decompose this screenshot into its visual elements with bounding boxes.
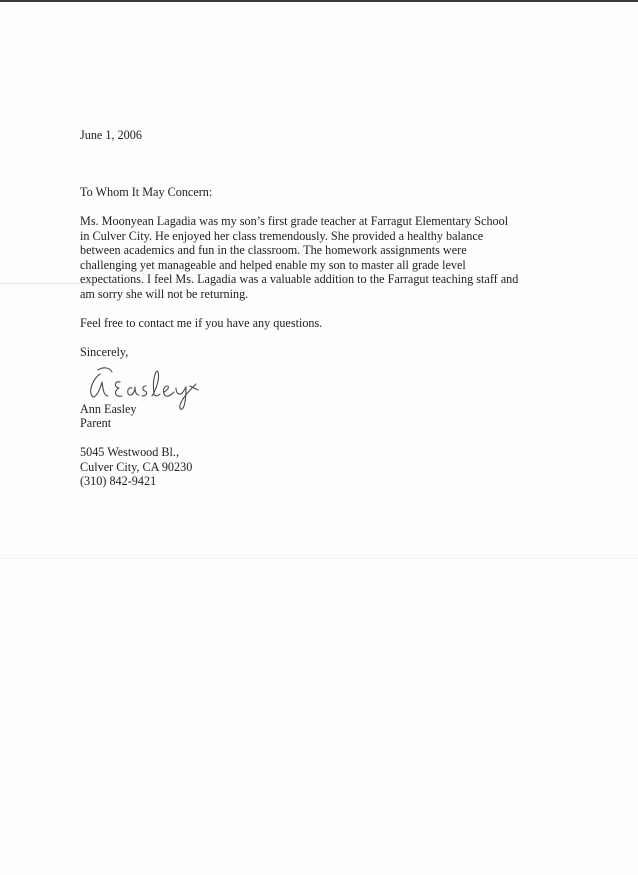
paragraph-line: between academics and fun in the classroom. The homework assignments were — [80, 243, 467, 258]
signer-name: Ann Easley — [80, 402, 137, 416]
paragraph-line: in Culver City. He enjoyed her class tremendously. She provided a healthy balance — [80, 228, 484, 243]
paragraph-line: challenging yet manageable and helped enable my son to master all grade level — [80, 257, 466, 272]
paragraph-line: Ms. Moonyean Lagadia was my son’s first grade teacher at Farragut Elementary School — [80, 214, 509, 228]
paragraph-line: am sorry she will not be returning. — [80, 286, 249, 301]
letter-salutation: To Whom It May Concern: — [80, 185, 213, 199]
address-line: (310) 842-9421 — [80, 474, 157, 489]
paragraph-line: expectations. I feel Ms. Lagadia was a valuable addition to the Farragut teaching staff and — [80, 272, 519, 287]
address-line: Culver City, CA 90230 — [80, 459, 193, 474]
scan-artifact-line — [0, 558, 638, 559]
address-line: 5045 Westwood Bl., — [80, 445, 180, 459]
scan-artifact-line — [0, 283, 90, 284]
letter-closing-paragraph: Feel free to contact me if you have any questions. — [80, 316, 323, 330]
letter-valediction: Sincerely, — [80, 345, 129, 359]
scan-top-edge — [0, 0, 638, 2]
signer-address — [80, 445, 192, 489]
letter-main-paragraph — [80, 214, 550, 302]
letter-date: June 1, 2006 — [80, 128, 142, 142]
signer-role: Parent — [80, 416, 112, 430]
